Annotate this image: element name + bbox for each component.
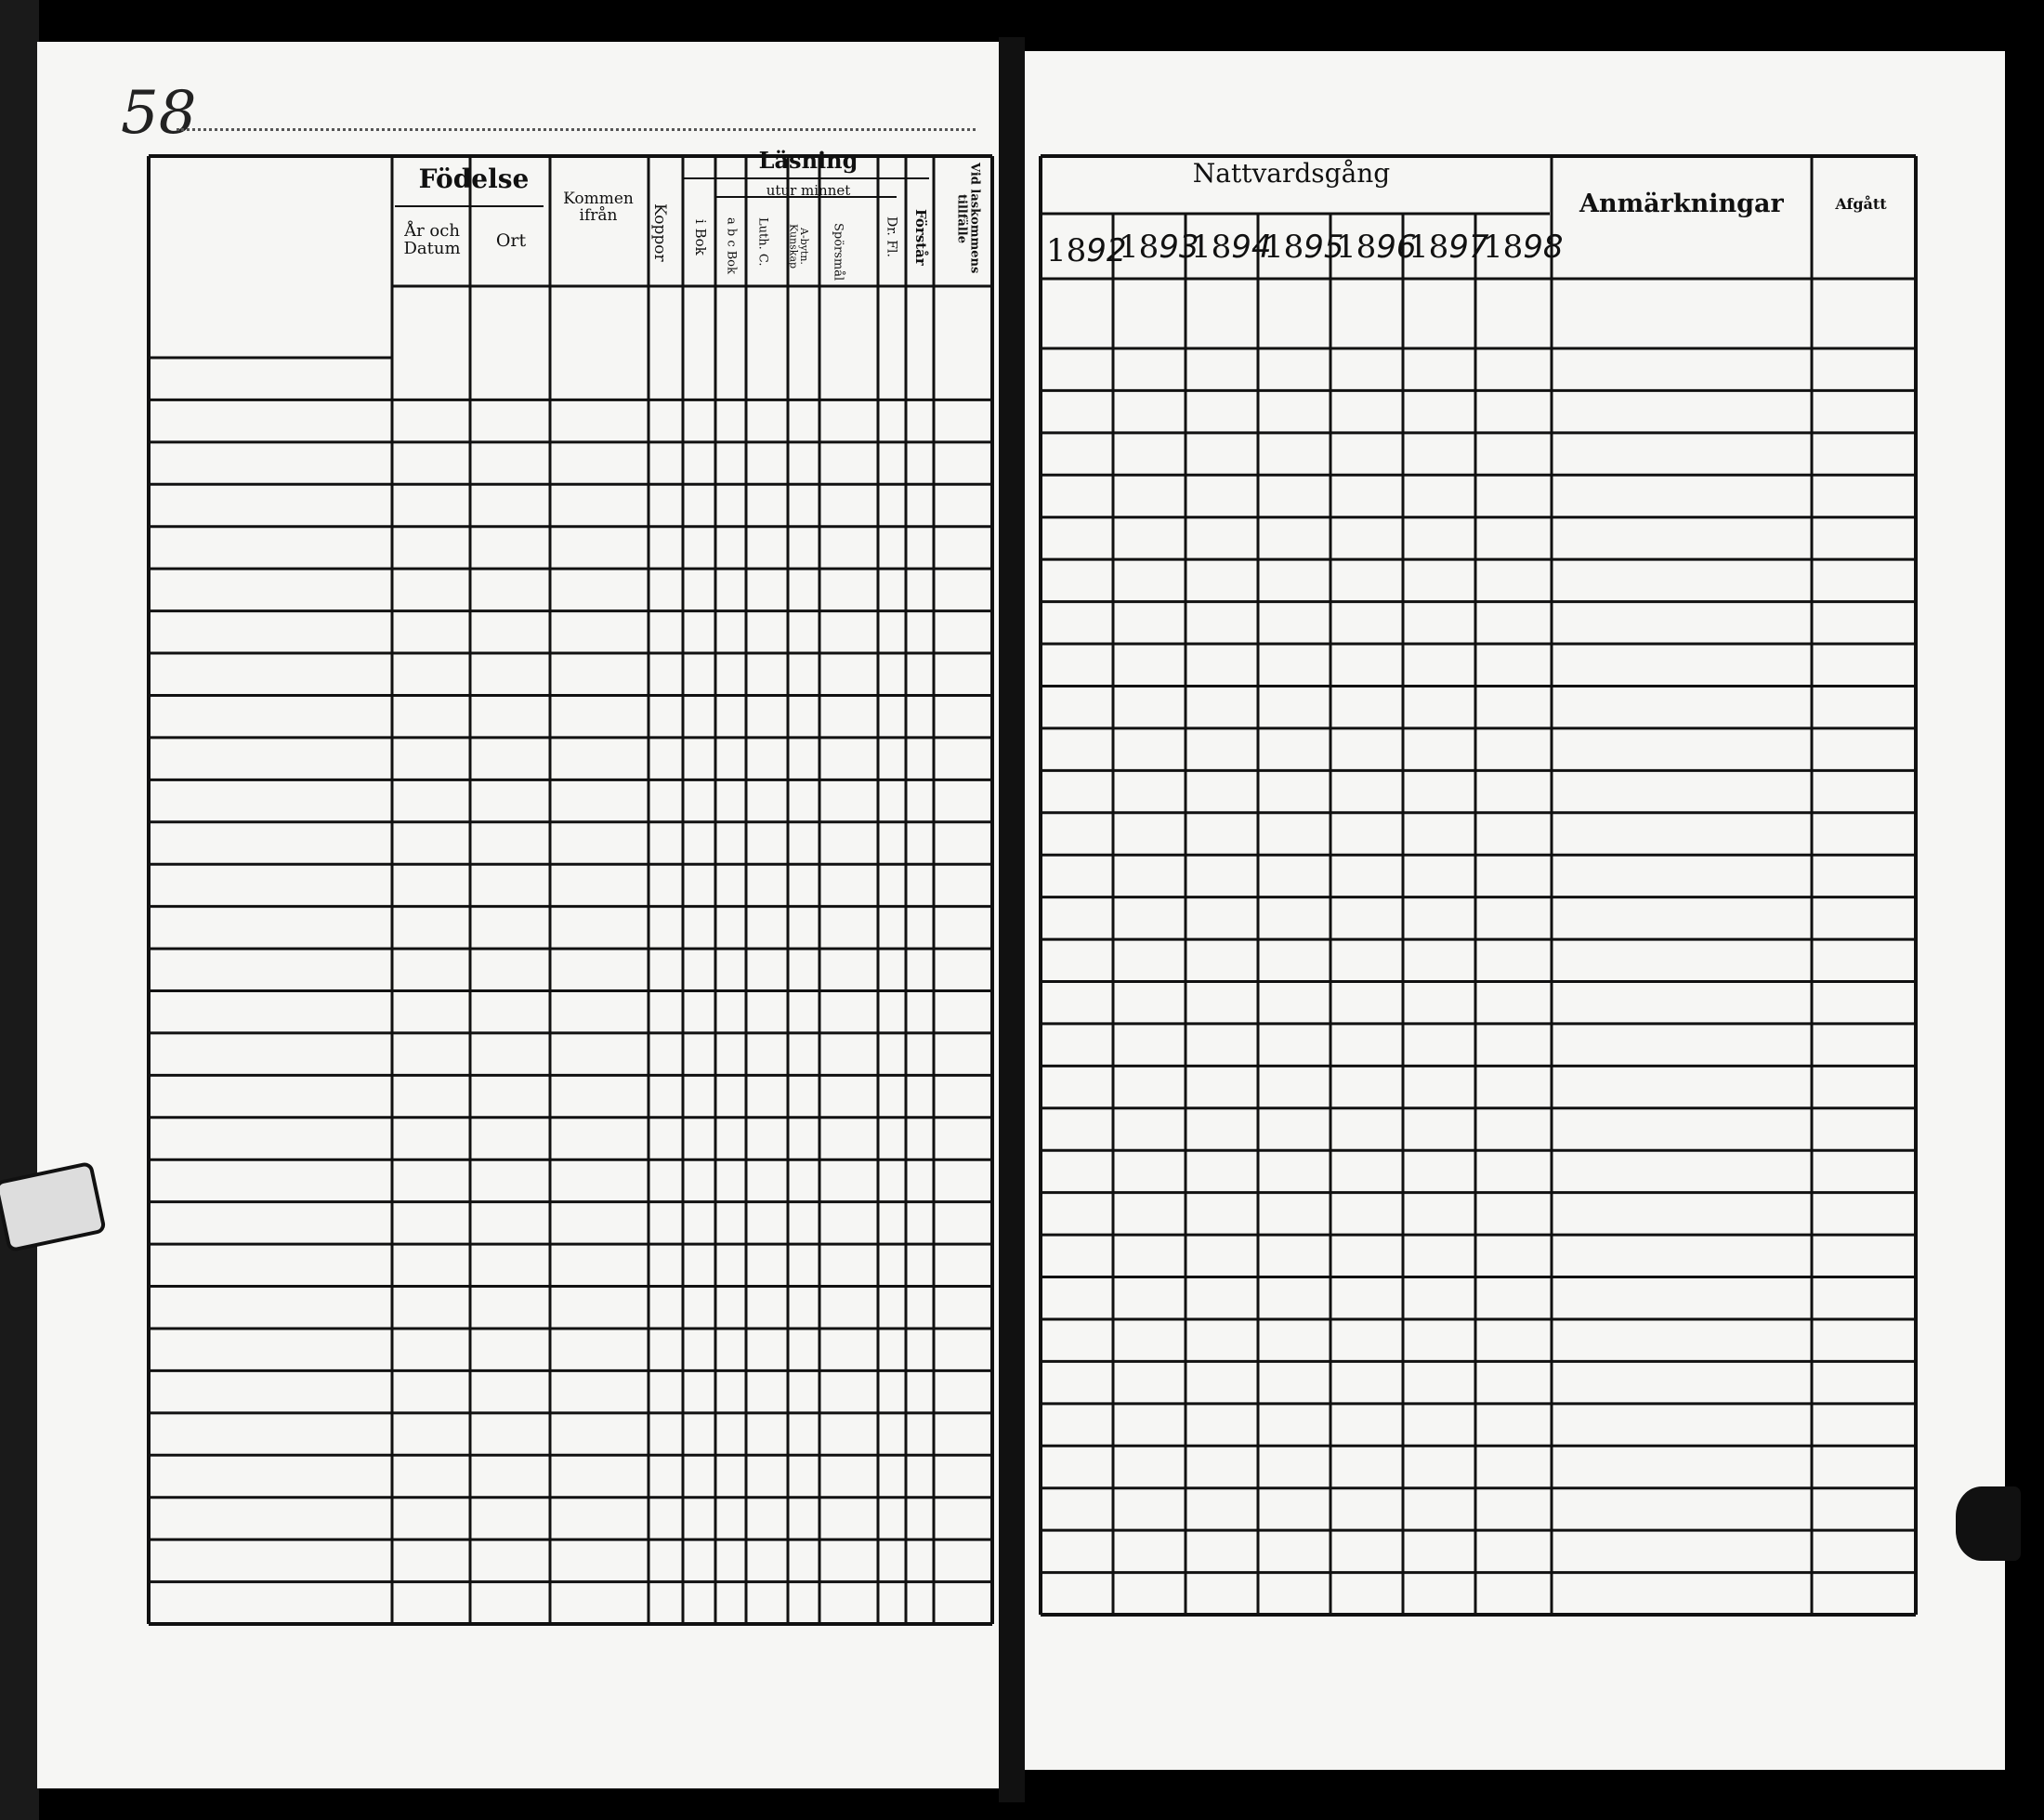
- year-6-written: 97: [1448, 229, 1489, 266]
- year-5-written: 96: [1376, 229, 1417, 266]
- anbytn-kunskap-header: A-bytn. Kunskap: [787, 223, 811, 269]
- ort-header: Ort: [495, 230, 527, 251]
- forstar-header: Förstår: [911, 208, 929, 266]
- nattvardsgang-header: Nattvardsgång: [1192, 158, 1391, 189]
- year-1: [1046, 232, 1127, 269]
- year-6-printed: 18: [1409, 229, 1449, 266]
- luth-cat-header: Luth. C.: [755, 216, 770, 267]
- lasning-header: Läsning: [758, 147, 858, 174]
- year-1-written: 92: [1086, 232, 1127, 269]
- year-1-printed: 18: [1046, 232, 1087, 269]
- year-7: [1483, 229, 1564, 266]
- utur-minnet-header: utur minnet: [766, 182, 851, 199]
- year-3-printed: 18: [1191, 229, 1232, 266]
- year-2-written: 93: [1159, 229, 1199, 266]
- year-4-printed: 18: [1264, 229, 1304, 266]
- i-bok-header: i Bok: [691, 218, 709, 255]
- koppor-header: Koppor: [649, 203, 669, 262]
- anmarkningar-header: Anmärkningar: [1579, 190, 1784, 218]
- page-number: 58: [121, 79, 197, 148]
- sporsmal-header: Spörsmål: [831, 223, 845, 282]
- vid-laskommens-header: Vid laskommens tillfälle: [954, 163, 982, 274]
- year-5-printed: 18: [1336, 229, 1377, 266]
- year-4: [1264, 229, 1344, 266]
- year-2-printed: 18: [1119, 229, 1160, 266]
- abc-bok-header: a b c Bok: [724, 217, 739, 275]
- year-7-written: 98: [1523, 229, 1564, 266]
- ar-och-datum-header: År och Datum: [403, 221, 461, 258]
- year-3-written: 94: [1231, 229, 1272, 266]
- year-2: [1119, 229, 1199, 266]
- dr-fl-header: Dr. Fl.: [884, 216, 899, 257]
- year-6: [1409, 229, 1489, 266]
- year-5: [1336, 229, 1417, 266]
- kommen-ifran-header: Kommen ifrån: [563, 190, 634, 225]
- year-7-printed: 18: [1483, 229, 1524, 266]
- year-4-written: 95: [1304, 229, 1344, 266]
- afgatt-header: Afgått: [1835, 195, 1887, 213]
- year-3: [1191, 229, 1272, 266]
- fodelse-header: Födelse: [418, 164, 530, 194]
